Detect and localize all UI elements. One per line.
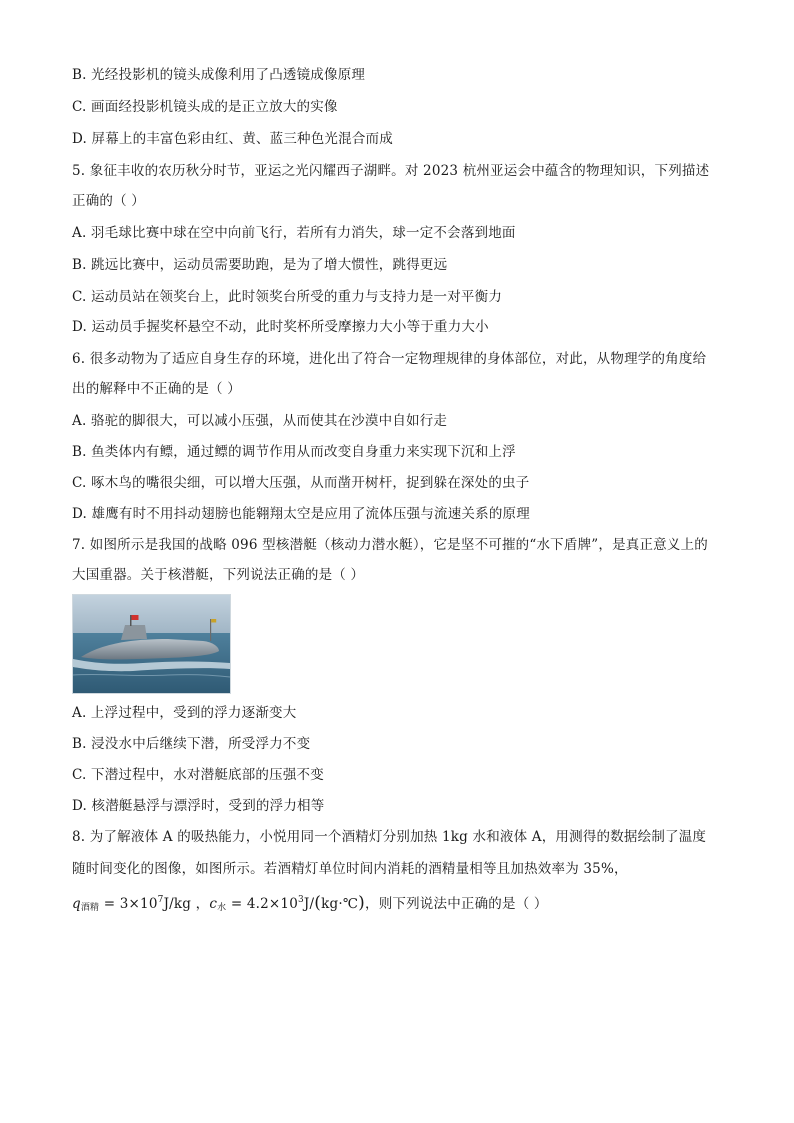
sky-area <box>73 595 230 635</box>
q7-option-c: C. 下潜过程中，水对潜艇底部的压强不变 <box>72 767 324 783</box>
c-equals: = 4.2×10 <box>226 896 298 912</box>
q6-stem-line1: 6. 很多动物为了适应自身生存的环境，进化出了符合一定物理规律的身体部位，对此，从物理学的角度给 <box>72 351 707 367</box>
q6-option-b: B. 鱼类体内有鳔，通过鳔的调节作用从而改变自身重力来实现下沉和上浮 <box>72 444 516 460</box>
q5-option-d: D. 运动员手握奖杯悬空不动，此时奖杯所受摩擦力大小等于重力大小 <box>72 319 489 335</box>
c-paren-left: ( <box>314 893 322 913</box>
q-equals: = 3×10 <box>99 896 158 912</box>
q6-stem-line2: 出的解释中不正确的是（ ） <box>72 381 241 397</box>
q8-stem-line2: 随时间变化的图像，如图所示。若酒精灯单位时间内消耗的酒精量相等且加热效率为 35%， <box>72 861 628 877</box>
q6-option-a: A. 骆驼的脚很大，可以减小压强，从而使其在沙漠中自如行走 <box>72 413 448 429</box>
q6-option-c: C. 啄木鸟的嘴很尖细，可以增大压强，从而凿开树杆，捉到躲在深处的虫子 <box>72 475 530 491</box>
submarine-illustration <box>73 595 230 693</box>
submarine-photo <box>72 594 231 694</box>
stern-flag-icon <box>211 619 216 623</box>
q-unit: J/kg <box>163 896 192 912</box>
c-unit-inner: kg·℃ <box>321 896 359 912</box>
q8-stem-line1: 8. 为了解液体 A 的吸热能力，小悦用同一个酒精灯分别加热 1kg 水和液体 A，用测得的数据绘制了温度 <box>72 829 707 845</box>
c-subscript: 水 <box>217 903 227 913</box>
submarine-sail <box>121 625 147 640</box>
flag-pole <box>130 615 132 626</box>
c-unit-prefix: J/ <box>303 896 315 912</box>
q-symbol: q <box>72 896 81 912</box>
q5-stem-line1: 5. 象征丰收的农历秋分时节，亚运之光闪耀西子湖畔。对 2023 杭州亚运会中蕴含的物理知识，下列描述 <box>72 163 710 179</box>
q6-option-d: D. 雄鹰有时不用抖动翅膀也能翱翔太空是应用了流体压强与流速关系的原理 <box>72 506 530 522</box>
q7-option-d: D. 核潜艇悬浮与漂浮时，受到的浮力相等 <box>72 798 325 814</box>
q-subscript: 酒精 <box>80 903 100 913</box>
q4-option-c: C. 画面经投影机镜头成的是正立放大的实像 <box>72 99 338 115</box>
q8-formula-c <box>209 893 365 913</box>
q8-formula-q <box>72 896 191 912</box>
q-exponent: 7 <box>157 895 164 905</box>
q7-stem-line2: 大国重器。关于核潜艇，下列说法正确的是（ ） <box>72 567 365 583</box>
q5-option-b: B. 跳远比赛中，运动员需要助跑，是为了增大惯性，跳得更远 <box>72 257 448 273</box>
q5-option-a: A. 羽毛球比赛中球在空中向前飞行，若所有力消失，球一定不会落到地面 <box>72 225 516 241</box>
q7-option-b: B. 浸没水中后继续下潜，所受浮力不变 <box>72 736 311 752</box>
q5-stem-line2: 正确的（ ） <box>72 193 145 209</box>
q8-formula-tail: ，则下列说法中正确的是（ ） <box>365 896 548 912</box>
q7-option-a: A. 上浮过程中，受到的浮力逐渐变大 <box>72 705 297 721</box>
q7-stem-line1: 7. 如图所示是我国的战略 096 型核潜艇（核动力潜水艇），它是坚不可摧的“水下盾牌”，是真正意义上的 <box>72 537 708 553</box>
q8-formula-separator: ， <box>191 896 210 912</box>
c-exponent: 3 <box>297 895 304 905</box>
c-symbol: c <box>209 896 218 912</box>
q5-option-c: C. 运动员站在领奖台上，此时领奖台所受的重力与支持力是一对平衡力 <box>72 289 503 305</box>
c-paren-right: ) <box>358 893 365 913</box>
q4-option-b: B. 光经投影机的镜头成像利用了凸透镜成像原理 <box>72 67 366 83</box>
q4-option-d: D. 屏幕上的丰富色彩由红、黄、蓝三种色光混合而成 <box>72 131 393 147</box>
q8-formula-line <box>72 894 548 915</box>
flag-icon <box>132 615 139 620</box>
stern-mast <box>210 619 211 641</box>
